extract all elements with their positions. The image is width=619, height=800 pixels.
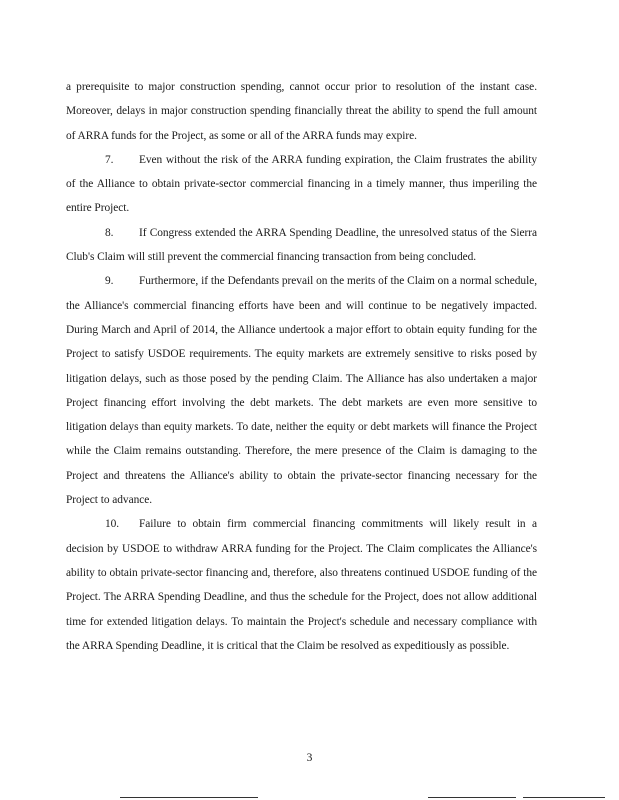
paragraph-text: a prerequisite to major construction spending, cannot occur prior to resolution of the instant case. Moreover, delays in major construction spending financially threat the ability to spend the full amount of ARRA funds for the Project, as some or all of the ARRA funds may expire. (66, 81, 537, 142)
paragraph-number: 10. (105, 518, 120, 531)
paragraph-10 (66, 512, 537, 658)
signature-line (428, 797, 516, 798)
paragraph-9 (66, 269, 537, 512)
paragraph-text: If Congress extended the ARRA Spending Deadline, the unresolved status of the Sierra Club's Claim will still prevent the commercial financing transaction from being concluded. (66, 226, 537, 264)
paragraph-text: Failure to obtain firm commercial financing commitments will likely result in a decision by USDOE to withdraw ARRA funding for the Project. The Claim complicates the Alliance's ability to obtain private-sector financing and, therefore, also threatens continued USDOE funding of the Project. The ARRA Spending Deadline, and thus the schedule for the Project, does not allow additional time for extended litigation delays. To maintain the Project's schedule and necessary compliance with the ARRA Spending Deadline, it is critical that the Claim be resolved as expeditiously as possible. (66, 518, 537, 652)
document-body (66, 75, 537, 658)
paragraph-8 (66, 221, 537, 270)
paragraph-number: 9. (105, 275, 114, 288)
paragraph-7 (66, 148, 537, 221)
paragraph-number: 8. (105, 226, 114, 239)
signature-line (523, 797, 605, 798)
paragraph-text: Furthermore, if the Defendants prevail on the merits of the Claim on a normal schedule, the Alliance's commercial financing efforts have been and will continue to be negatively impacted. During March and April of 2014, the Alliance undertook a major effort to obtain equity funding for the Project to satisfy USDOE requirements. The equity markets are extremely sensitive to risks posed by litigation delays, such as those posed by the pending Claim. The Alliance has also undertaken a major Project financing effort involving the debt markets. The debt markets are even more sensitive to litigation delays than equity markets. To date, neither the equity or debt markets will finance the Project while the Claim remains outstanding. Therefore, the mere presence of the Claim is damaging to the Project and threatens the Alliance's ability to obtain the private-sector financing necessary for the Project to advance. (66, 275, 537, 507)
paragraph-continuation (66, 75, 537, 148)
paragraph-number: 7. (105, 153, 114, 166)
paragraph-text: Even without the risk of the ARRA funding expiration, the Claim frustrates the ability of the Alliance to obtain private-sector commercial financing in a timely manner, thus imperiling the entire Project. (66, 153, 537, 215)
page-number: 3 (306, 752, 313, 764)
signature-line (120, 797, 258, 798)
